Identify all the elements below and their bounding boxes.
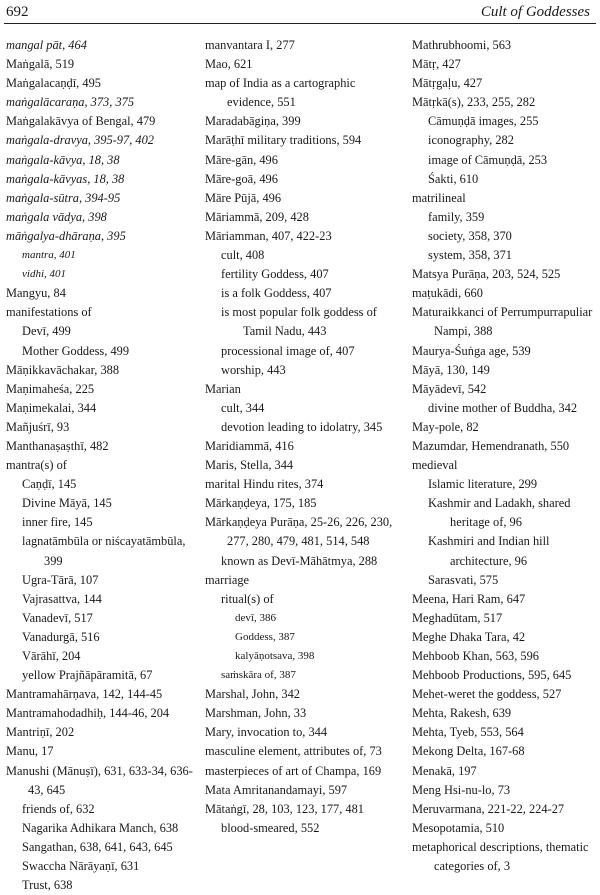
index-entry: Mehta, Tyeb, 553, 564 (412, 725, 524, 740)
index-entry: Maṅgalakāvya of Bengal, 479 (6, 114, 156, 129)
index-entry: Marshman, John, 33 (205, 706, 307, 721)
index-entry: Māriamman, 407, 422-23 (205, 228, 332, 243)
index-entry: Mātṛkā(s), 233, 255, 282 (412, 95, 536, 110)
index-entry: Mata Amritanandamayi, 597 (205, 782, 348, 797)
index-subentry: Ugra-Tārā, 107 (22, 572, 99, 587)
index-entry: Marian (205, 381, 241, 396)
index-entry: mangal pāt, 464 (6, 38, 87, 52)
index-entry: Manthanaṣaṣthī, 482 (6, 438, 109, 453)
index-subentry: Kashmir and Ladakh, shared heritage of, 96 (428, 496, 571, 530)
running-header (6, 2, 590, 24)
index-column-3 (412, 36, 598, 876)
index-subentry: friends of, 632 (22, 801, 95, 816)
index-subentry: Vārāhī, 204 (22, 649, 81, 663)
index-entry: Maṇimekalai, 344 (6, 400, 97, 415)
index-subentry: Kashmiri and Indian hill architecture, 96 (428, 534, 550, 568)
index-subentry: Trust, 638 (22, 878, 73, 893)
index-subentry: image of Cāmuṇḍā, 253 (428, 152, 548, 167)
index-subentry: fertility Goddess, 407 (221, 267, 329, 282)
index-entry: Matsya Purāṇa, 203, 524, 525 (412, 267, 561, 282)
index-column-1 (6, 36, 196, 895)
index-entry: maṅgala-kāvya, 18, 38 (6, 152, 120, 167)
index-entry: Mantramahārṇava, 142, 144-45 (6, 687, 163, 702)
index-entry: Mary, invocation to, 344 (205, 725, 328, 740)
index-subentry: devotion leading to idolatry, 345 (221, 419, 383, 434)
index-entry: Meena, Hari Ram, 647 (412, 591, 526, 606)
index-entry: Māyā, 130, 149 (412, 362, 490, 377)
index-entry: Meruvarmana, 221-22, 224-27 (412, 801, 565, 816)
index-entry: Mangyu, 84 (6, 286, 66, 301)
index-subentry: Devī, 499 (22, 324, 71, 339)
index-subentry: Nagarika Adhikara Manch, 638 (22, 820, 179, 835)
index-entry: māṅgalya-dhāraṇa, 395 (6, 228, 126, 243)
index-subentry: society, 358, 370 (428, 228, 512, 243)
index-entry: Maturaikkanci of Perrumpurrapuliar Nampi, 388 (412, 305, 593, 339)
index-subentry: Goddess, 387 (235, 630, 295, 643)
index-subentry: family, 359 (428, 209, 485, 224)
index-entry: metaphorical descriptions, thematic categories of, 3 (412, 839, 589, 874)
index-entry: Māre Pūjā, 496 (205, 190, 282, 205)
index-entry: Menakā, 197 (412, 763, 477, 778)
index-subentry: is a folk Goddess, 407 (221, 286, 332, 301)
index-entry: manifestations of (6, 305, 92, 320)
index-entry: Māṇikkavāchakar, 388 (6, 362, 120, 377)
index-entry: maṅgalācaraṇa, 373, 375 (6, 95, 135, 110)
index-subentry: cult, 344 (221, 400, 265, 415)
index-entry: Maṅgalā, 519 (6, 57, 75, 72)
index-entry: Māyādevī, 542 (412, 381, 487, 396)
index-subentry: Sangathan, 638, 641, 643, 645 (22, 839, 173, 854)
index-entry: Maṇimaheśa, 225 (6, 381, 95, 396)
index-entry: marital Hindu rites, 374 (205, 477, 324, 492)
index-subentry: is most popular folk goddess of Tamil Nadu, 443 (221, 305, 377, 339)
index-entry: Māre-goā, 496 (205, 171, 278, 186)
index-entry: maṅgala-kāvyas, 18, 38 (6, 171, 125, 186)
index-entry: Mārkaṇḍeya Purāṇa, 25-26, 226, 230, 277, 280, 479, 481, 514, 548 (205, 515, 393, 549)
index-entry: Mehta, Rakesh, 639 (412, 706, 512, 721)
index-entry: Manushi (Mānuṣī), 631, 633-34, 636-43, 645 (6, 763, 193, 797)
index-entry: Maradabāgiṇa, 399 (205, 114, 301, 129)
index-subentry: Swaccha Nārāyaṇī, 631 (22, 859, 140, 874)
index-subentry: lagnatāmbūla or niścayatāmbūla, 399 (22, 534, 186, 568)
index-subentry: divine mother of Buddha, 342 (428, 400, 578, 415)
index-entry: Maridiammā, 416 (205, 438, 294, 453)
index-column-2 (205, 36, 401, 838)
index-subentry: yellow Prajñāpāramitā, 67 (22, 668, 153, 683)
index-entry: maṅgala-sūtra, 394-95 (6, 190, 121, 205)
index-entry: Mesopotamia, 510 (412, 820, 505, 835)
header-rule (4, 23, 596, 24)
index-subentry: mantra, 401 (22, 249, 76, 262)
index-entry: maṭukādi, 660 (412, 286, 483, 301)
index-subentry: Vanadevī, 517 (22, 610, 93, 625)
index-subentry: cult, 408 (221, 248, 265, 263)
index-subentry: worship, 443 (221, 362, 286, 377)
index-entry: Mañjuśrī, 93 (6, 419, 70, 434)
index-entry: Meghe Dhaka Tara, 42 (412, 629, 526, 644)
index-subentry: inner fire, 145 (22, 515, 93, 530)
index-entry: Mārkaṇḍeya, 175, 185 (205, 496, 317, 511)
index-subentry: ritual(s) of (221, 591, 274, 606)
index-entry: Mao, 621 (205, 57, 253, 72)
index-entry: Meghadūtam, 517 (412, 610, 503, 625)
index-entry: Manu, 17 (6, 744, 54, 759)
index-subentry: vidhi, 401 (22, 268, 66, 281)
index-entry: Mathrubhoomi, 563 (412, 38, 512, 52)
index-entry: Mehboob Khan, 563, 596 (412, 649, 539, 663)
index-subentry: Caṇḍī, 145 (22, 477, 77, 492)
index-entry: May-pole, 82 (412, 419, 479, 434)
index-entry: Marāṭhī military traditions, 594 (205, 133, 362, 148)
index-subentry: Islamic literature, 299 (428, 477, 538, 492)
index-entry: map of India as a cartographic evidence, 551 (205, 76, 356, 110)
index-subentry: Divine Māyā, 145 (22, 496, 112, 511)
index-entry: medieval (412, 458, 458, 473)
index-entry: Meng Hsi-nu-lo, 73 (412, 782, 511, 797)
page-number: 692 (6, 4, 29, 20)
index-entry: Mātṛ, 427 (412, 57, 461, 72)
index-subentry: blood-smeared, 552 (221, 820, 320, 835)
index-entry: manvantara I, 277 (205, 38, 295, 52)
index-subentry: Vajrasattva, 144 (22, 591, 102, 606)
index-entry: Māriammā, 209, 428 (205, 209, 309, 224)
index-entry: maṅgala vādya, 398 (6, 209, 107, 224)
index-subentry: system, 358, 371 (428, 248, 512, 263)
index-entry: matrilineal (412, 190, 466, 205)
index-entry: Mehet-weret the goddess, 527 (412, 687, 562, 702)
index-subentry: devī, 386 (235, 611, 276, 624)
index-entry: Marshal, John, 342 (205, 687, 300, 702)
running-title: Cult of Goddesses (480, 4, 590, 20)
index-entry: Māre-gān, 496 (205, 152, 278, 167)
index-entry: Maris, Stella, 344 (205, 458, 294, 473)
index-entry: Mātṛgaḷu, 427 (412, 76, 483, 91)
index-subentry: iconography, 282 (428, 133, 514, 148)
index-subentry: Sarasvati, 575 (428, 572, 499, 587)
index-subentry: Śakti, 610 (428, 171, 479, 186)
index-entry: Maṅgalacaṇḍī, 495 (6, 76, 101, 91)
index-subentry: Cāmuṇḍā images, 255 (428, 114, 539, 129)
index-entry: mantra(s) of (6, 458, 67, 473)
index-entry: marriage (205, 572, 250, 587)
index-entry: Maurya-Śuṅga age, 539 (412, 343, 531, 358)
index-entry: Mehboob Productions, 595, 645 (412, 668, 572, 683)
index-entry: Mātaṅgī, 28, 103, 123, 177, 481 (205, 801, 365, 816)
index-subentry: known as Devī-Māhātmya, 288 (221, 553, 378, 568)
index-entry: Mantramahodadhiḥ, 144-46, 204 (6, 706, 170, 721)
index-subentry: Vanadurgā, 516 (22, 629, 100, 644)
index-entry: Mazumdar, Hemendranath, 550 (412, 438, 570, 453)
index-entry: masculine element, attributes of, 73 (205, 744, 382, 759)
index-entry: Mekong Delta, 167-68 (412, 744, 525, 759)
index-entry: maṅgala-dravya, 395-97, 402 (6, 133, 154, 148)
index-entry: Mantriṇī, 202 (6, 725, 75, 740)
index-subentry: Mother Goddess, 499 (22, 343, 130, 358)
index-entry: masterpieces of art of Champa, 169 (205, 763, 382, 778)
index-subentry: kalyāṇotsava, 398 (235, 650, 315, 662)
index-subentry: processional image of, 407 (221, 343, 355, 358)
index-subentry: saṁskāra of, 387 (221, 669, 296, 682)
